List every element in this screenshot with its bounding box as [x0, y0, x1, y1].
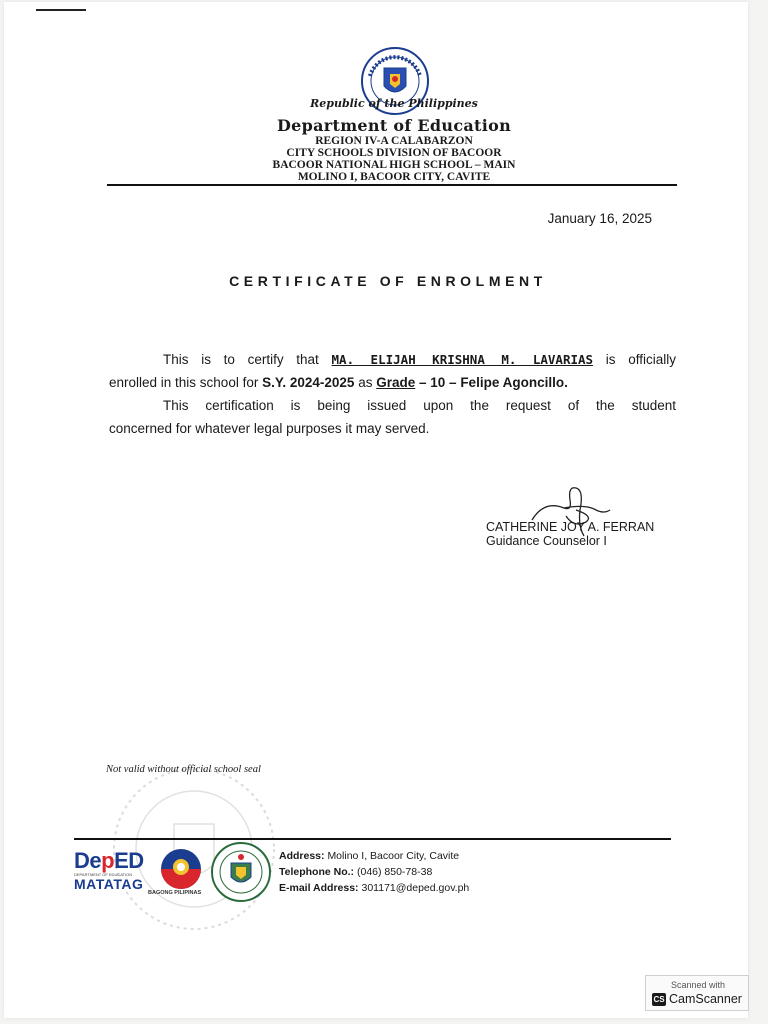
document-page [4, 2, 748, 1018]
email-line [279, 880, 469, 896]
issue-date: January 16, 2025 [547, 211, 652, 226]
signatory-block [486, 520, 654, 548]
deped-matatag-logo [74, 850, 152, 896]
division-line: CITY SCHOOLS DIVISION OF BACOOR [286, 147, 502, 159]
paragraph-1 [109, 348, 676, 394]
contact-block [279, 848, 469, 896]
address-label: Address: [279, 850, 325, 862]
republic-line: Republic of the Philippines [310, 97, 478, 110]
signatory-position: Guidance Counselor I [486, 534, 607, 548]
phone-line [279, 864, 469, 880]
seal-notice: Not valid without official school seal [106, 764, 261, 775]
scanned-with-label: Scanned with [670, 980, 726, 990]
as-text: as [358, 375, 373, 390]
grade-word: Grade [376, 375, 416, 390]
paragraph-1-line-2 [109, 371, 676, 394]
address-value: Molino I, Bacoor City, Cavite [327, 850, 460, 862]
matatag-wordmark: MATATAG [74, 876, 144, 892]
deped-tagline: DEPARTMENT OF EDUCATION [74, 872, 133, 877]
edge-mark [36, 9, 86, 11]
phone-value: (046) 850-78-38 [356, 866, 433, 878]
paragraph-2-line-1: This certification is being issued upon the request of the student [163, 398, 676, 413]
department-name: Department of Education [276, 116, 512, 135]
header-divider [107, 184, 677, 186]
region-line: REGION IV-A CALABARZON [315, 135, 473, 147]
deped-wordmark: DepED [74, 848, 144, 873]
address-line [279, 848, 469, 864]
grade-section: – 10 – Felipe Agoncillo. [419, 375, 568, 390]
phone-label: Telephone No.: [279, 866, 355, 878]
email-label: E-mail Address: [279, 882, 359, 894]
camscanner-watermark [645, 975, 749, 1011]
intro-text: This is to certify that [163, 352, 319, 367]
certificate-title: CERTIFICATE OF ENROLMENT [229, 273, 547, 289]
school-line: BACOOR NATIONAL HIGH SCHOOL – MAIN [272, 159, 516, 171]
paragraph-2 [109, 394, 676, 440]
school-logo-icon [210, 841, 272, 903]
school-year: S.Y. 2024-2025 [262, 375, 355, 390]
school-address-line: MOLINO I, BACOOR CITY, CAVITE [297, 171, 491, 183]
signatory-name: CATHERINE JOY A. FERRAN [486, 520, 655, 534]
camscanner-icon: CS [653, 995, 665, 1004]
paragraph-1-line-1 [109, 348, 676, 371]
paragraph-2-line-2: concerned for whatever legal purposes it may served. [109, 421, 430, 436]
footer-divider [74, 838, 671, 840]
student-name: MA. ELIJAH KRISHNA M. LAVARIAS [331, 352, 594, 367]
bagong-pilipinas-label: BAGONG PILIPINAS [148, 890, 202, 896]
camscanner-name: CamScanner [669, 992, 742, 1006]
officially-text: is officially [605, 352, 676, 367]
enrolled-text: enrolled in this school for [109, 375, 259, 390]
email-value: 301171@deped.gov.ph [361, 882, 470, 894]
